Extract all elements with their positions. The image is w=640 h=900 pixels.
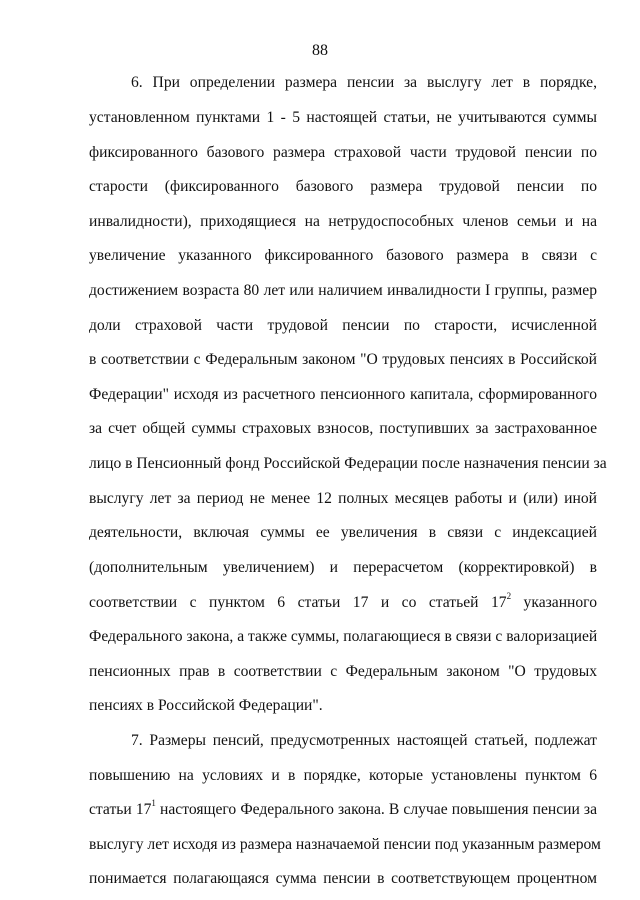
text-line: старости (фиксированного базового размера трудовой пенсии по: [89, 178, 597, 195]
text-line: 6. При определении размера пенсии за выслугу лет в порядке,: [131, 74, 597, 91]
text-line: пенсионных прав в соответствии с Федеральным законом "О трудовых: [89, 663, 597, 680]
text-line: доли страховой части трудовой пенсии по старости, исчисленной: [89, 317, 597, 334]
text-line: в соответствии с Федеральным законом "О трудовых пенсиях в Российской: [89, 351, 597, 368]
text-line: понимается полагающаяся сумма пенсии в соответствующем процентном: [89, 870, 597, 887]
text-line: достижением возраста 80 лет или наличием инвалидности I группы, размер: [89, 282, 597, 299]
text-segment: указанного: [511, 594, 597, 611]
superscript: 1: [151, 797, 156, 808]
text-line: Федерации" исходя из расчетного пенсионного капитала, сформированного: [89, 386, 597, 403]
text-line: [89, 592, 597, 614]
text-line: лицо в Пенсионный фонд Российской Федерации после назначения пенсии за: [89, 455, 607, 472]
text-line: 7. Размеры пенсий, предусмотренных настоящей статьей, подлежат: [131, 732, 597, 749]
text-segment: соответствии с пунктом 6 статьи 17 и со статьей 17: [89, 594, 507, 611]
text-line: Федерального закона, а также суммы, полагающиеся в связи с валоризацией: [89, 628, 598, 645]
text-line: деятельности, включая суммы ее увеличения в связи с индексацией: [89, 524, 597, 541]
text-line: выслугу лет исходя из размера назначаемой пенсии под указанным размером: [89, 836, 601, 853]
text-line: фиксированного базового размера страховой части трудовой пенсии по: [89, 144, 597, 161]
text-line: увеличение указанного фиксированного базового размера в связи с: [89, 247, 597, 264]
text-line: повышению на условиях и в порядке, которые установлены пунктом 6: [89, 767, 597, 784]
page-number: 88: [312, 42, 328, 59]
text-line: инвалидности), приходящиеся на нетрудоспособных членов семьи и на: [89, 213, 597, 230]
text-line: пенсиях в Российской Федерации".: [89, 697, 323, 714]
text-line: выслугу лет за период не менее 12 полных месяцев работы и (или) иной: [89, 490, 597, 507]
text-line: за счет общей суммы страховых взносов, поступивших за застрахованное: [89, 420, 597, 437]
text-segment: статьи 17: [89, 801, 152, 818]
text-segment: настоящего Федерального закона. В случае повышения пенсии за: [155, 801, 597, 818]
text-line: [89, 799, 597, 821]
text-line: установленном пунктами 1 - 5 настоящей статьи, не учитываются суммы: [89, 109, 597, 126]
superscript: 2: [506, 590, 512, 601]
text-line: (дополнительным увеличением) и перерасчетом (корректировкой) в: [89, 559, 597, 576]
